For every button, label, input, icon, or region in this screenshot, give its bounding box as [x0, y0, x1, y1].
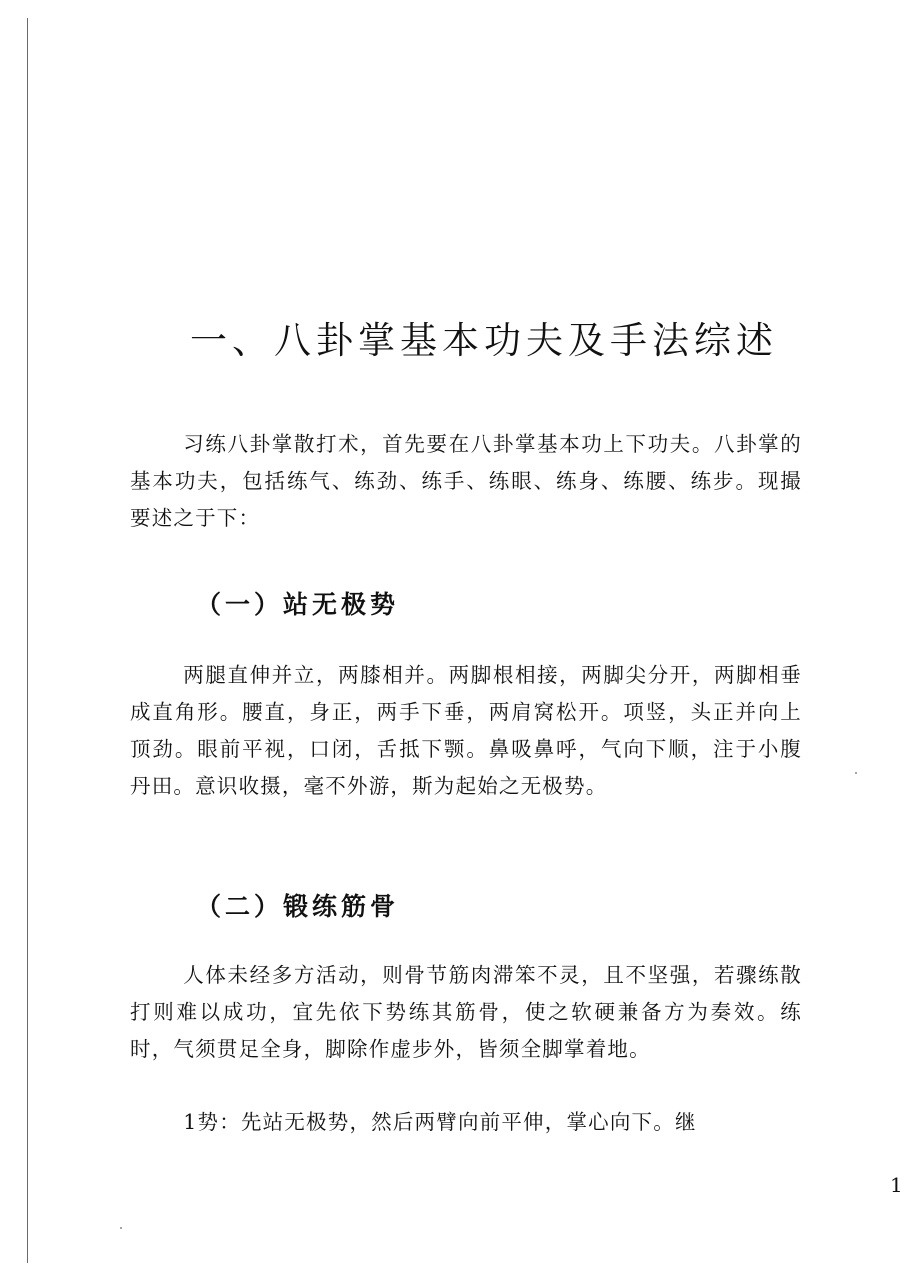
- scan-speck: [855, 772, 857, 774]
- scan-speck: [120, 1227, 122, 1229]
- intro-paragraph: 习练八卦掌散打术，首先要在八卦掌基本功上下功夫。八卦掌的基本功夫，包括练气、练劲、练手、练眼、练身、练腰、练步。现撮要述之于下：: [130, 432, 802, 530]
- section-heading-1: （一）站无极势: [196, 590, 400, 619]
- section-2-paragraph-2: 1势：先站无极势，然后两臂向前平伸，掌心向下。继: [183, 1110, 697, 1134]
- page-number: 1: [890, 1173, 903, 1197]
- chapter-title: 一、八卦掌基本功夫及手法综述: [190, 319, 778, 362]
- section-heading-2: （二）锻练筋骨: [196, 892, 400, 921]
- binding-edge-line: [27, 18, 28, 1263]
- section-1-paragraph: 两腿直伸并立，两膝相并。两脚根相接，两脚尖分开，两脚相垂成直角形。腰直，身正，两手下垂，两肩窝松开。项竖，头正并向上顶劲。眼前平视，口闭，舌抵下颚。鼻吸鼻呼，气向下顺，注于小腹丹田。意识收摄，毫不外游，斯为起始之无极势。: [130, 663, 802, 798]
- section-2-paragraph-1: 人体未经多方活动，则骨节筋肉滞笨不灵，且不坚强，若骤练散打则难以成功，宜先依下势练其筋骨，使之软硬兼备方为奏效。练时，气须贯足全身，脚除作虚步外，皆须全脚掌着地。: [130, 963, 802, 1061]
